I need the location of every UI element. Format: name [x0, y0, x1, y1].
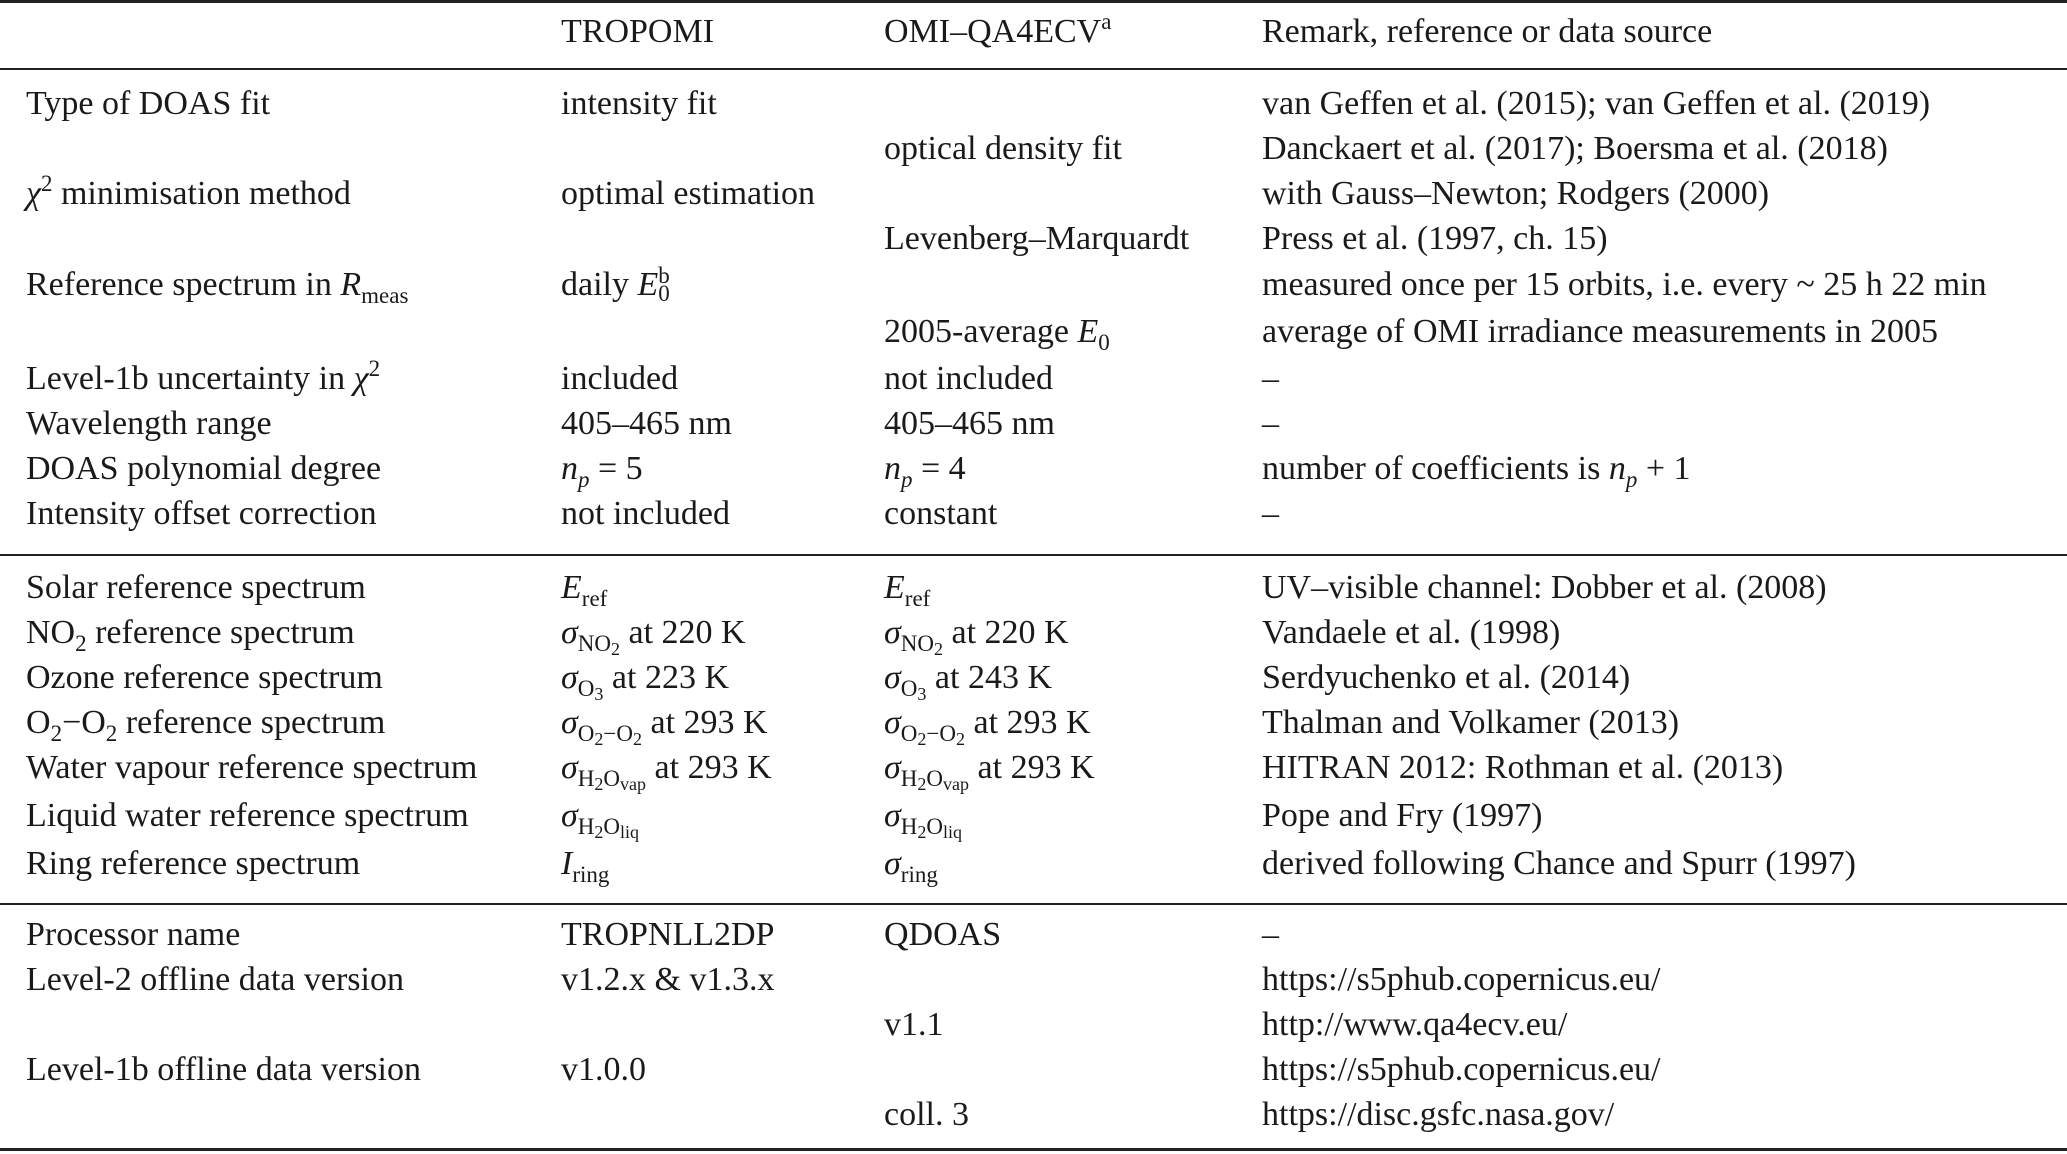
header-rule	[0, 68, 2067, 70]
remark-cell: Press et al. (1997, ch. 15)	[1262, 220, 1608, 257]
row-label: Level-1b uncertainty in $\chi^2$	[26, 356, 381, 397]
section-rule	[0, 903, 2067, 905]
tropomi-cell: optimal estimation	[561, 175, 816, 212]
row-label: Ozone reference spectrum	[26, 659, 383, 696]
row-label: $O_2-O_2$ reference spectrum	[26, 704, 386, 746]
row-label: DOAS polynomial degree	[26, 450, 382, 487]
omi-cell: Levenberg–Marquardt	[884, 220, 1190, 257]
remark-cell: –	[1262, 495, 1279, 532]
omi-cell: $E_{ref}$	[884, 569, 931, 611]
header-remark: Remark, reference or data source	[1262, 13, 1713, 50]
remark-cell: –	[1262, 916, 1279, 953]
omi-cell: $\sigma_{H_2O_{vap}}$ at 293 K	[884, 749, 1095, 794]
tropomi-cell: daily E b 0	[561, 263, 670, 306]
tropomi-cell: not included	[561, 495, 731, 532]
remark-cell: number of coefficients is $n_p + 1$	[1262, 450, 1691, 492]
tropomi-cell: $\sigma_{H_2O_{liq}}$	[561, 797, 640, 842]
omi-cell: QDOAS	[884, 916, 1002, 953]
omi-cell: $n_p = 4$	[884, 450, 966, 492]
tropomi-cell: $\sigma_{O_2-O_2}$ at 293 K	[561, 704, 768, 749]
remark-cell: Thalman and Volkamer (2013)	[1262, 704, 1680, 741]
omi-cell: constant	[884, 495, 998, 532]
remark-cell: HITRAN 2012: Rothman et al. (2013)	[1262, 749, 1784, 786]
bottom-rule	[0, 1148, 2067, 1151]
remark-cell: Vandaele et al. (1998)	[1262, 614, 1561, 651]
omi-cell: 405–465 nm	[884, 405, 1055, 442]
row-label: Wavelength range	[26, 405, 272, 442]
row-label: $NO_2$ reference spectrum	[26, 614, 355, 656]
omi-cell: $\sigma_{ring}$	[884, 845, 938, 887]
remark-cell: derived following Chance and Spurr (1997)	[1262, 845, 1856, 882]
remark-cell: https://s5phub.copernicus.eu/	[1262, 1051, 1661, 1088]
tropomi-cell: $I_{ring}$	[561, 845, 610, 887]
remark-cell: https://s5phub.copernicus.eu/	[1262, 961, 1661, 998]
remark-cell: average of OMI irradiance measurements in 2005	[1262, 313, 1938, 350]
tropomi-cell: $\sigma_{H_2O_{vap}}$ at 293 K	[561, 749, 772, 794]
remark-cell: Pope and Fry (1997)	[1262, 797, 1543, 834]
tropomi-cell: v1.0.0	[561, 1051, 646, 1088]
remark-cell: https://disc.gsfc.nasa.gov/	[1262, 1096, 1615, 1133]
row-label: Level-2 offline data version	[26, 961, 404, 998]
tropomi-cell: $E_{ref}$	[561, 569, 608, 611]
omi-cell: $\sigma_{O_2-O_2}$ at 293 K	[884, 704, 1091, 749]
top-rule	[0, 0, 2067, 3]
header-tropomi: TROPOMI	[561, 13, 715, 50]
row-label: Type of DOAS fit	[26, 85, 271, 122]
remark-cell: –	[1262, 360, 1279, 397]
tropomi-cell: included	[561, 360, 679, 397]
tropomi-cell: $\sigma_{NO_2}$ at 220 K	[561, 614, 746, 659]
omi-cell: not included	[884, 360, 1054, 397]
omi-cell: $\sigma_{H_2O_{liq}}$	[884, 797, 963, 842]
row-label: $\chi^2$ minimisation method	[26, 171, 351, 212]
omi-cell: $\sigma_{NO_2}$ at 220 K	[884, 614, 1069, 659]
omi-cell: optical density fit	[884, 130, 1122, 167]
tropomi-cell: intensity fit	[561, 85, 717, 122]
row-label: Water vapour reference spectrum	[26, 749, 478, 786]
tropomi-cell: v1.2.x & v1.3.x	[561, 961, 775, 998]
row-label: Solar reference spectrum	[26, 569, 366, 606]
row-label: Liquid water reference spectrum	[26, 797, 469, 834]
remark-cell: UV–visible channel: Dobber et al. (2008)	[1262, 569, 1827, 606]
omi-cell: v1.1	[884, 1006, 944, 1043]
row-label: Ring reference spectrum	[26, 845, 361, 882]
header-footnote-mark: a	[1101, 9, 1112, 34]
row-label: Intensity offset correction	[26, 495, 377, 532]
omi-cell: 2005-average $E_0$	[884, 313, 1110, 355]
tropomi-cell: 405–465 nm	[561, 405, 732, 442]
row-label: Processor name	[26, 916, 241, 953]
tropomi-cell: $\sigma_{O_3}$ at 223 K	[561, 659, 729, 704]
remark-cell: –	[1262, 405, 1279, 442]
omi-cell: coll. 3	[884, 1096, 969, 1133]
remark-cell: measured once per 15 orbits, i.e. every ~ 25 h 22 min	[1262, 266, 1987, 303]
header-omi-label: OMI–QA4ECV	[884, 13, 1102, 50]
header-omi-qa4ecv	[884, 9, 1112, 52]
remark-cell: Serdyuchenko et al. (2014)	[1262, 659, 1631, 696]
tropomi-cell: $n_p = 5$	[561, 450, 643, 492]
section-rule	[0, 554, 2067, 556]
row-label: Reference spectrum in $R_{meas}$	[26, 266, 409, 308]
remark-cell: van Geffen et al. (2015); van Geffen et al. (2019)	[1262, 85, 1931, 122]
remark-cell: Danckaert et al. (2017); Boersma et al. (2018)	[1262, 130, 1888, 167]
remark-cell: http://www.qa4ecv.eu/	[1262, 1006, 1568, 1043]
row-label: Level-1b offline data version	[26, 1051, 421, 1088]
omi-cell: $\sigma_{O_3}$ at 243 K	[884, 659, 1052, 704]
tropomi-cell: TROPNLL2DP	[561, 916, 775, 953]
remark-cell: with Gauss–Newton; Rodgers (2000)	[1262, 175, 1770, 212]
